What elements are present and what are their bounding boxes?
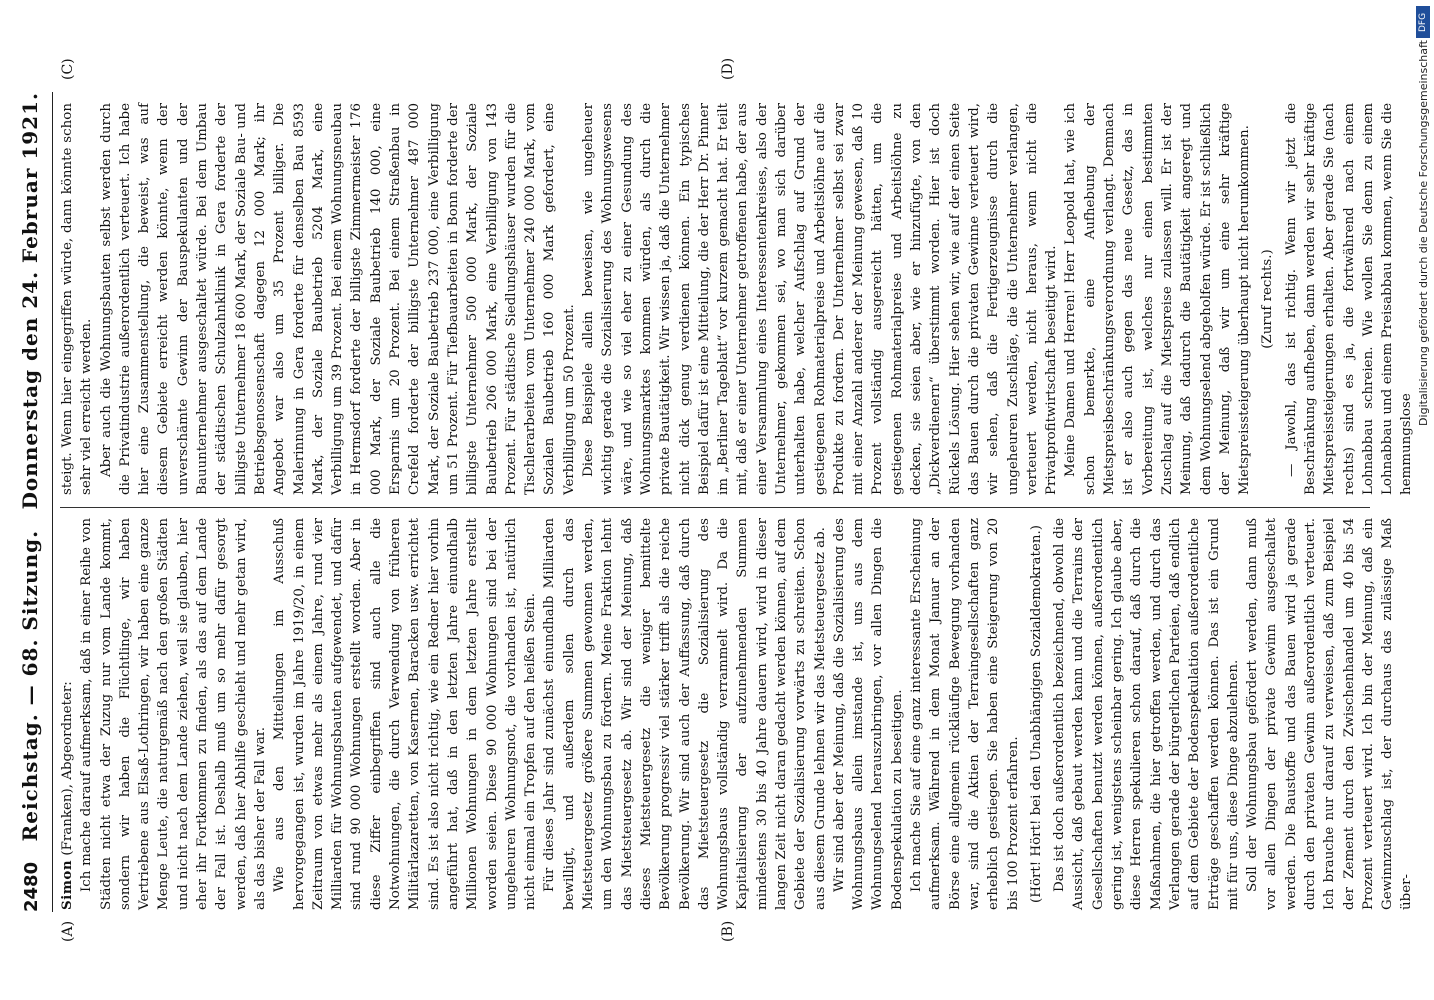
interjection: (Zuruf rechts.) [1260, 249, 1276, 349]
paragraph: Meine Damen und Herren! Herr Leopold hat, wie ich schon bemerkte, eine Aufhebung der Mietspreisbeschränkungsverordnung verlangt. Demnach ist er also auch gegen das neue Gesetz, das in Vorbereitung ist, welches nur einen bestimmten Zuschlag auf die Mietspreise zulassen will. Er ist der Meinung, daß dadurch die Bautätigkeit angeregt und dem Wohnungselend abgeholfen würde. Er ist schließlich der Meinung, daß wir um eine sehr kräftige Mietspreissteigerung überhaupt nicht herumkommen. [1063, 103, 1253, 495]
left-column [58, 518, 1417, 910]
margin-mark-b: (B) [720, 920, 736, 942]
page-number: 2480 [21, 861, 42, 912]
speaker-name: Simon [59, 859, 75, 910]
header-date: Donnerstag den 24. Februar 1921. [18, 92, 42, 510]
margin-mark-d: (D) [720, 57, 736, 80]
paragraph: Soll der Wohnungsbau gefördert werden, dann muß vor allen Dingen der private Gewinn ausgeschaltet werden. Die Baustoffe und das Bauen wird ja gerade durch den privaten Gewinn außerordentlich verteuert. Ich brauche nur darauf zu verweisen, daß zum Beispiel der Zement durch den Zwischenhandel um 40 bis 54 Prozent verteuert wird. Ich bin der Meinung, daß ein Gewinnzuschlag ist, der durchaus das zulässige Maß über- [1245, 518, 1415, 910]
paragraph: Für dieses Jahr sind zunächst einundhalb Milliarden bewilligt, und außerdem sollen durch das Mietsteuergesetz größere Summen gewonnen werden, um den Wohnungsbau zu fördern. Meine Fraktion lehnt das Mietsteuergesetz ab. Wir sind der Meinung, daß dieses Mietsteuergesetz die weniger bemittelte Bevölkerung progressiv viel stärker trifft als die reiche Bevölkerung. Wir sind auch der Auffassung, daß durch das Mietsteuergesetz die Sozialisierung des Wohnungsbaus vollständig verrammelt wird. Da die Kapitalisierung der aufzunehmenden Summen mindestens 30 bis 40 Jahre dauern wird, wird in dieser langen Zeit nicht daran gedacht werden können, auf dem Gebiete der Sozialisierung vorwärts zu schreiten. Schon aus diesem Grunde lehnen wir das Mietsteuergesetz ab. [542, 518, 828, 910]
column-divider [60, 507, 1370, 508]
paragraph: Das ist doch außerordentlich bezeichnend, obwohl die Aussicht, daß gebaut werden kann und die Terrains der Gesellschaften benutzt werden können, außerordentlich gering ist, wenigstens scheinbar gering. Ich glaube aber, diese Herren spekulieren schon darauf, daß durch die Maßnahmen, die hier getroffen werden, und durch das Verlangen gerade der bürgerlichen Parteien, daß endlich auf dem Gebiete der Bodenspekulation außerordentliche Erträge geschaffen werden können. Das ist ein Grund mit für uns, diese Dinge abzulehnen. [1052, 518, 1241, 910]
paragraph: Ich mache Sie auf eine ganz interessante Erscheinung aufmerksam. Während in dem Monat Januar an der Börse eine allgemein rückläufige Bewegung vorhanden war, sind die Aktien der Terraingesellschaften ganz erheblich gestiegen. Sie haben eine Steigerung von 20 bis 100 Prozent erfahren. [909, 518, 1021, 910]
paragraph: — Jawohl, das ist richtig. Wenn wir jetzt die Beschränkung aufheben, dann werden wir sehr kräftige Mietspreissteigerungen erhalten. Aber gerade Sie (nach rechts) sind es ja, die fortwährend nach einem Lohnabbau schreien. Wie wollen Sie denn zu einem Lohnabbau und einem Preisabbau kommen, wenn Sie die hemmungslose [1283, 103, 1415, 495]
paragraph: Ich mache darauf aufmerksam, daß in einer Reihe von Städten nicht etwa der Zuzug nur vom Lande kommt, sondern wir haben die Flüchtlinge, wir haben Vertriebene aus Elsaß-Lothringen, wir haben eine ganze Menge Leute, die naturgemäß nach den großen Städten und nicht nach dem Lande ziehen, weil sie glauben, hier eher ihr Fortkommen zu finden, als das auf dem Lande der Fall ist. Deshalb muß um so mehr dafür gesorgt werden, daß hier Abhilfe geschieht und mehr getan wird, als das bisher der Fall war. [79, 518, 268, 910]
page-header [18, 92, 46, 912]
digitization-note: Digitalisierung gefördert durch die Deutsche Forschungsgemeinschaft [1417, 40, 1430, 426]
paragraph: Wie aus den Mitteilungen im Ausschuß hervorgegangen ist, wurden im Jahre 1919/20, in einem Zeitraum von etwas mehr als einem Jahre, rund vier Milliarden für Wohnungsbauten aufgewendet, und dafür sind rund 90 000 Wohnungen erstellt worden. Aber in diese Ziffer einbegriffen sind auch alle die Notwohnungen, die durch Verwendung von früheren Militärlazaretten, von Kasernen, Baracken usw. errichtet sind. Es ist also nicht richtig, wie ein Redner hier vorhin angeführt hat, daß in den letzten Jahre einundhalb Millionen Wohnungen in dem letzten Jahre erstellt worden seien. Diese 90 000 Wohnungen sind bei der ungeheuren Wohnungsnot, die vorhanden ist, natürlich nicht einmal ein Tropfen auf den heißen Stein. [272, 518, 539, 910]
paragraph: Diese Beispiele allein beweisen, wie ungeheuer wichtig gerade die Sozialisierung des Wohnungswesens wäre, und wie so viel eher zu einer Gesundung des Wohnungsmarktes kommen würden, als durch die private Bautätigkeit. Wir wissen ja, daß die Unternehmer nicht dick genug verdienen können. Ein typisches Beispiel dafür ist eine Mitteilung, die der Herr Dr. Pinner im „Berliner Tageblatt“ vor kurzem gemacht hat. Er teilt mit, daß er einer Unternehmer getroffenen habe, der aus einer Versammlung eines Interessentenkreises, also der Unternehmer, gekommen sei, wo man sich darüber unterhalten habe, welcher Aufschlag auf Grund der gestiegenen Rohmaterialpreise und Arbeitslöhne auf die Produkte zu fordern. Der Unternehmer selbst sei zwar mit einer Anzahl anderer der Meinung gewesen, daß 10 Prozent vollständig ausgereicht hätten, um die gestiegenen Rohmaterialpreise und Arbeitslöhne zu decken, sie seien aber, wie er hinzufügte, von den „Dickverdienern“ überstimmt worden. Hier ist doch Rückels Lösung. Hier sehen wir, wie auf der einen Seite das Bauen durch die privaten Gewinne verteuert wird, wir sehen, daß die Fertigerzeugnisse durch die ungeheuren Zuschläge, die die Unternehmer verlangen, verteuert werden, nicht heraus, wenn nicht die Privatprofitwirtschaft beseitigt wird. [581, 103, 1060, 495]
header-rule [52, 92, 53, 912]
paragraph: Wir sind aber der Meinung, daß die Sozialisierung des Wohnungsbaus allein imstande ist, uns aus dem Wohnungselend herauszubringen, vor allen Dingen die Bodenspekulation zu beseitigen. [831, 518, 905, 910]
header-title: Reichstag. — 68. Sitzung. [18, 529, 42, 842]
speaker-role: (Franken), Abgeordneter: [60, 681, 75, 856]
speaker-line [58, 518, 77, 910]
right-column [58, 103, 1417, 495]
paragraph: Aber auch die Wohnungsbauten selbst werden durch die Privatindustrie außerordentlich verteuert. Ich habe hier eine Zusammenstellung, die beweist, was auf diesem Gebiete erreicht werden könnte, wenn der unverschämte Gewinn der Bauspekulanten und der Bauunternehmer ausgeschaltet würde. Bei dem Umbau der städtischen Schulzahnklinik in Gera forderte der billigste Unternehmer 18 600 Mark, der Soziale Bau- und Betriebsgenossenschaft dagegen 12 000 Mark; ihr Angebot war also um 35 Prozent billiger. Die Malerinnung in Gera forderte für denselben Bau 8593 Mark, der Soziale Baubetrieb 5204 Mark, eine Verbilligung um 39 Prozent. Bei einem Wohnungsneubau in Hermsdorf forderte der billigste Zimmermeister 176 000 Mark, der Soziale Baubetrieb 140 000, eine Ersparnis um 20 Prozent. Bei einem Straßenbau in Crefeld forderte der billigste Unternehmer 487 000 Mark, der Soziale Baubetrieb 237 000, eine Verbilligung um 51 Prozent. Für Tiefbauarbeiten in Bonn forderte der billigste Unternehmer 500 000 Mark, der Soziale Baubetrieb 206 000 Mark, eine Verbilligung von 143 Prozent. Für städtische Siedlungshäuser wurden für die Tischlerarbeiten vom Unternehmer 240 000 Mark, vom Sozialen Baubetrieb 160 000 Mark gefordert, eine Verbilligung um 50 Prozent. [98, 103, 577, 495]
dfg-logo: DFG [1416, 6, 1430, 38]
paragraph: steigt. Wenn hier eingegriffen würde, dann könnte schon sehr viel erreicht werden. [60, 103, 95, 495]
margin-mark-a: (A) [60, 920, 76, 942]
margin-mark-c: (C) [60, 58, 76, 80]
interjection: (Hört! Hört! bei den Unabhängigen Sozialdemokraten.) [1028, 525, 1044, 903]
